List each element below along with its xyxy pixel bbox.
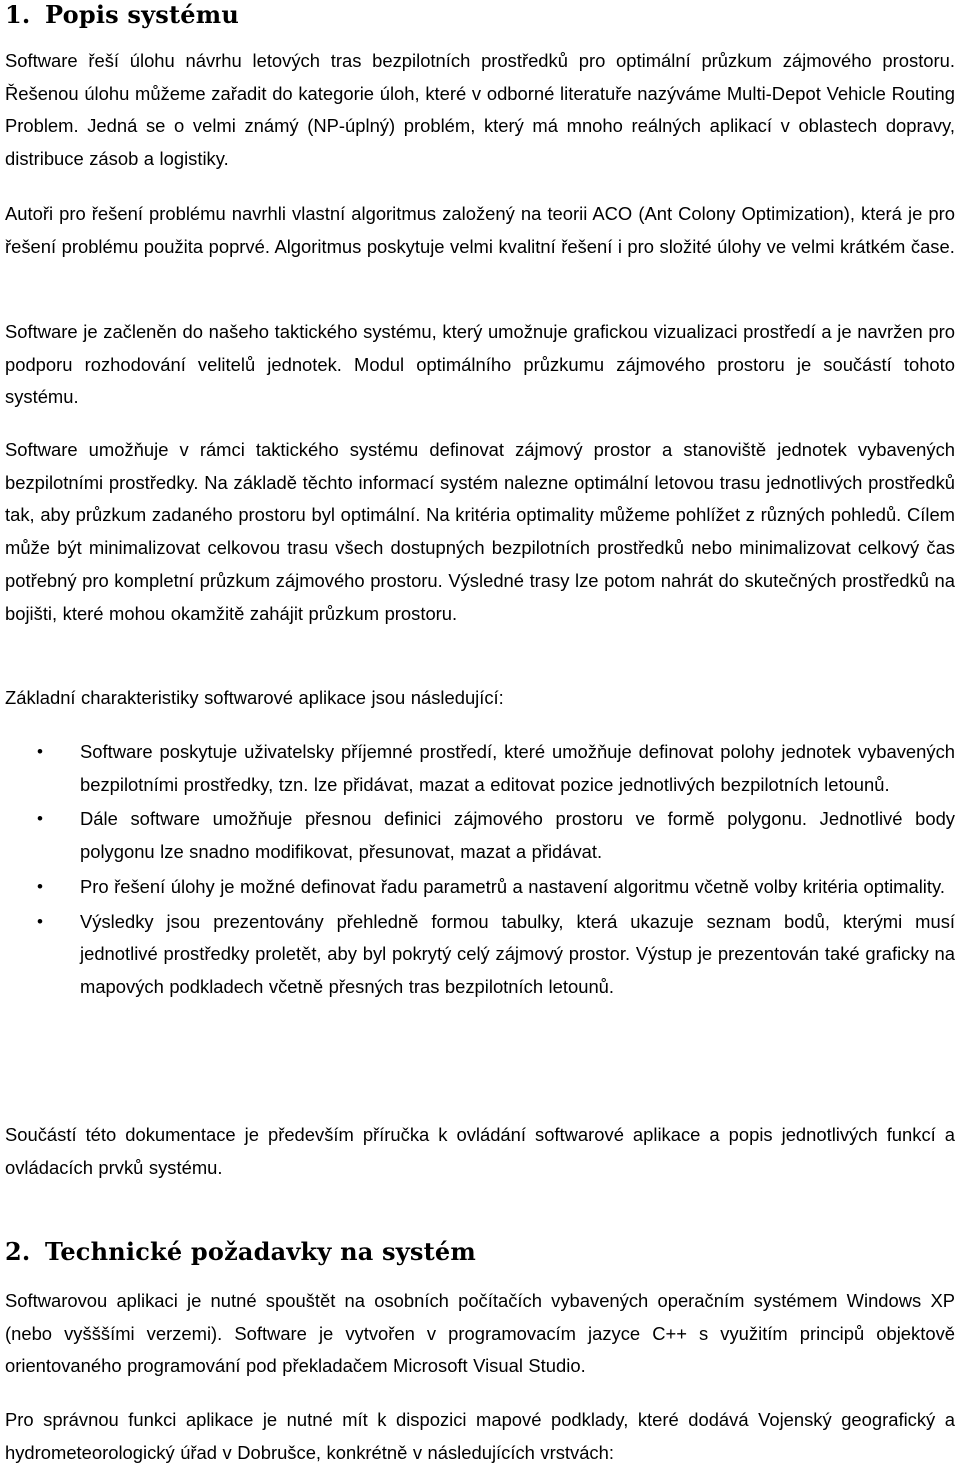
list-item (5, 803, 955, 868)
paragraph-characteristics-intro: Základní charakteristiky softwarové aplikace jsou následující: (5, 687, 504, 708)
paragraph-authors: Autoři pro řešení problému navrhli vlastní algoritmus založený na teorii ACO (Ant Colony Optimization), která je pro řešení problému použita poprvé. Algoritmus poskytuje velmi kvalitní řešení i pro složité úlohy ve velmi krátkém čase. (5, 203, 955, 257)
list-item (5, 871, 955, 904)
section-2-number: 2. (5, 1237, 31, 1266)
paragraph-requirements: Softwarovou aplikaci je nutné spouštět na osobních počítačích vybavených operačním systémem Windows XP (nebo vyšššími verzemi). Software je vytvořen v programovacím jazyce C++ s využitím principů objektově orientovaného programování pod překladačem Microsoft Visual Studio. (5, 1290, 955, 1377)
list-item-text: Pro řešení úlohy je možné definovat řadu parametrů a nastavení algoritmu včetně volby kritéria optimality. (80, 875, 945, 897)
characteristics-list (5, 736, 955, 1004)
list-item-text: Dále software umožňuje přesnou definici zájmového prostoru ve formě polygonu. Jednotlivé body polygonu lze snadno modifikovat, přesunovat, mazat a přidávat. (80, 808, 955, 863)
bullet-icon: • (37, 742, 43, 761)
list-item (5, 736, 955, 801)
bullet-icon: • (37, 809, 43, 829)
paragraph-capabilities: Software umožňuje v rámci taktického systému definovat zájmový prostor a stanoviště jednotek vybavených bezpilotními prostředky. Na základě těchto informací systém nalezne optimální letovou trasu jednotlivých prostředků tak, aby průzkum zadaného prostoru byl optimální. Na kritéria optimality můžeme pohlížet z různých pohledů. Cílem může být minimalizovat celkovou trasu všech dostupných bezpilotních prostředků nebo minimalizovat celkový čas potřebný pro kompletní průzkum zájmového prostoru. Výsledné trasy lze potom nahrát do skutečných prostředků na bojišti, které mohou okamžitě zahájit průzkum prostoru. (5, 439, 955, 624)
section-1-heading (5, 0, 239, 30)
paragraph-map-data: Pro správnou funkci aplikace je nutné mít k dispozici mapové podklady, které dodává Vojenský geografický a hydrometeorologický úřad v Dobrušce, konkrétně v následujících vrstvách: (5, 1409, 955, 1463)
list-item-text: Výsledky jsou prezentovány přehledně formou tabulky, která ukazuje seznam bodů, kterými musí jednotlivé prostředky proletět, aby byl pokrytý celý zájmový prostor. Výstup je prezentován také graficky na mapových podkladech včetně přesných tras bezpilotních letounů. (80, 910, 955, 997)
section-1-title: Popis systému (45, 0, 239, 29)
bullet-icon: • (37, 876, 43, 896)
section-2-heading (5, 1237, 476, 1267)
section-2-title: Technické požadavky na systém (45, 1237, 476, 1266)
section-1-number: 1. (5, 0, 31, 29)
paragraph-intro: Software řeší úlohu návrhu letových tras bezpilotních prostředků pro optimální průzkum zájmového prostoru. Řešenou úlohu můžeme zařadit do kategorie úloh, které v odborné literatuře nazýváme Multi-Depot Vehicle Routing Problem. Jedná se o velmi známý (NP-úplný) problém, který má mnoho reálných aplikací v oblastech dopravy, distribuce zásob a logistiky. (5, 50, 955, 170)
list-item (5, 906, 955, 1004)
list-item-text: Software poskytuje uživatelsky příjemné prostředí, které umožňuje definovat polohy jednotek vybavených bezpilotními prostředky, tzn. lze přidávat, mazat a editovat pozice jednotlivých bezpilotních letounů. (80, 741, 955, 795)
paragraph-integration: Software je začleněn do našeho taktického systému, který umožnuje grafickou vizualizaci prostředí a je navržen pro podporu rozhodování velitelů jednotek. Modul optimálního průzkumu zájmového prostoru je součástí tohoto systému. (5, 321, 955, 408)
bullet-icon: • (37, 911, 43, 931)
paragraph-documentation: Součástí této dokumentace je především příručka k ovládání softwarové aplikace a popis jednotlivých funkcí a ovládacích prvků systému. (5, 1124, 955, 1178)
